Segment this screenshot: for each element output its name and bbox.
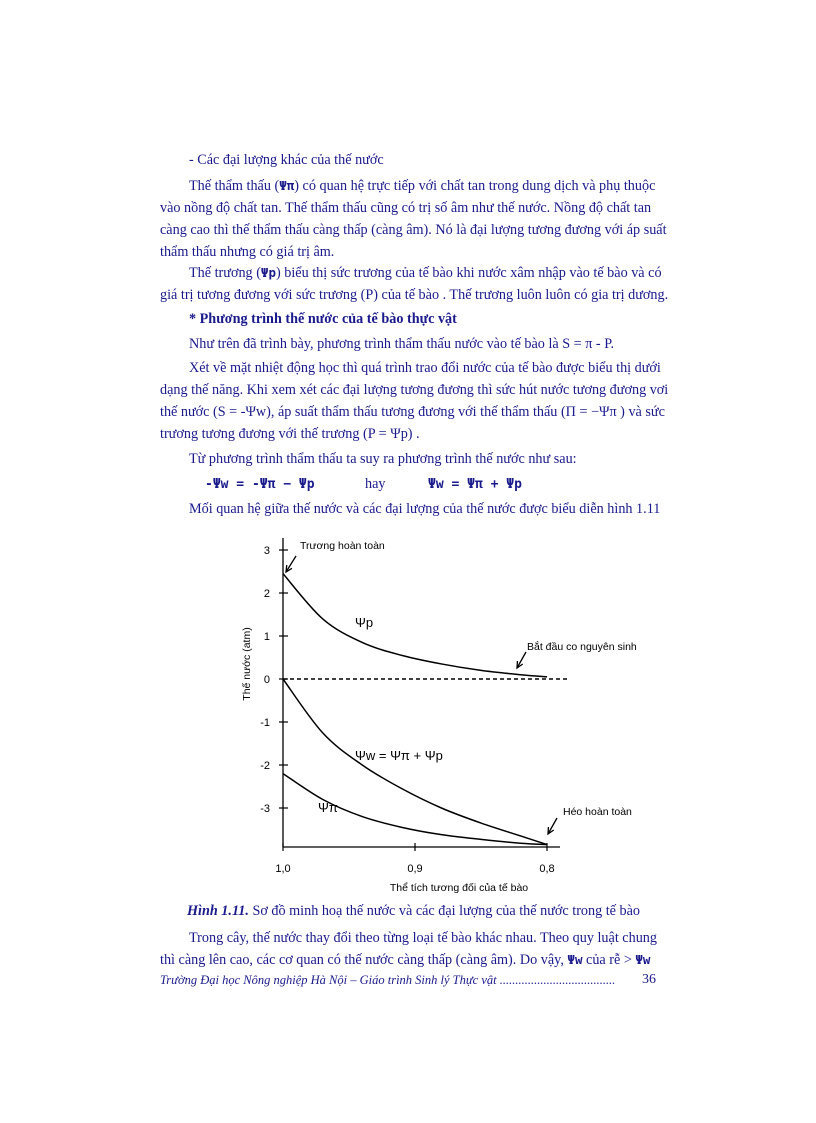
y-axis-label: Thế nước (atm) [241, 627, 253, 701]
y-tick-label: -2 [260, 760, 270, 772]
footer-text: Trường Đại học Nông nghiệp Hà Nội – Giáo trình Sinh lý Thực vật ..................................... [160, 973, 616, 987]
paragraph-line: càng cao thì thế thẩm thấu càng thấp (càng âm). Nó là đại lượng tương đương với áp suất [160, 222, 667, 238]
symbol: Ψp [260, 265, 276, 280]
curve-psi-p [283, 574, 547, 677]
paragraph-line: giá trị tương đương với sức trương (P) của tế bào . Thế trương luôn luôn có gia trị dương. [160, 287, 669, 303]
x-tick-label: 0,9 [407, 863, 423, 875]
paragraph-line: Xét về mặt nhiệt động học thì quá trình trao đổi nước của tế bào được biểu thị dưới [189, 360, 661, 376]
paragraph-line: Như trên đã trình bày, phương trình thẩm thấu nước vào tế bào là S = π - P. [189, 336, 615, 352]
annotation-turgid: Trương hoàn toàn [300, 540, 385, 552]
figure-label: Hình 1.11. [187, 903, 249, 919]
equation-left: -Ψw = -Ψπ − Ψp [205, 477, 315, 492]
page-number: 36 [642, 972, 656, 987]
y-tick-label: 3 [263, 545, 270, 557]
paragraph-line: - Các đại lượng khác của thế nước [189, 152, 384, 168]
text-fragment: ) biểu thị sức trương của tế bào khi nước xâm nhập vào tế bào và có [275, 265, 662, 281]
paragraph-line: vào nồng độ chất tan. Thế thẩm thấu cũng có trị số âm như thế nước. Nồng độ chất tan [160, 200, 652, 216]
y-tick-label: -3 [260, 803, 270, 815]
paragraph-line: thế nước (S = -Ψw), áp suất thẩm thấu tương đương với thế thẩm thấu (Π = −Ψπ ) và sức [160, 404, 665, 420]
figure-caption [187, 903, 640, 920]
text-fragment: ) có quan hệ trực tiếp với chất tan trong dung dịch và phụ thuộc [294, 178, 656, 194]
symbol: Ψw [567, 952, 583, 967]
text-fragment: Thế trương ( [189, 265, 261, 281]
equation-right: Ψw = Ψπ + Ψp [428, 477, 522, 492]
page-footer [160, 973, 656, 988]
symbol: Ψπ [279, 178, 295, 193]
y-tick-label: 1 [263, 631, 270, 643]
y-tick-label: 0 [263, 674, 270, 686]
figure-caption-text: Sơ đồ minh hoạ thế nước và các đại lượng của thế nước trong tế bào [248, 903, 641, 919]
text-fragment: của rễ > [582, 952, 636, 968]
annotation-wilted: Héo hoàn toàn [563, 806, 632, 818]
x-axis-label: Thể tích tương đối của tế bào [389, 882, 529, 894]
symbol: Ψw [635, 952, 651, 967]
annotation-plasmolysis: Bắt đầu co nguyên sinh [527, 641, 637, 653]
series-label-psi-p: Ψp [355, 615, 374, 630]
paragraph-line: dạng thế năng. Khi xem xét các đại lượng tương đương thì sức hút nước tương đương vơi [160, 382, 669, 398]
text-fragment: Thế thẩm thấu ( [189, 178, 280, 194]
paragraph-line: Trong cây, thế nước thay đổi theo từng loại tế bào khác nhau. Theo quy luật chung [189, 930, 657, 946]
paragraph-line: trương tương đương với thế trương (P = Ψp) . [160, 426, 420, 442]
series-label-psi-w: Ψw = Ψπ + Ψp [355, 748, 443, 763]
y-tick-label: -1 [260, 717, 270, 729]
equation-hay: hay [365, 476, 386, 492]
paragraph-line: thẩm thấu nhưng có giá trị âm. [160, 244, 335, 260]
paragraph-line: Mối quan hệ giữa thế nước và các đại lượng của thế nước được biểu diễn hình 1.11 [189, 501, 661, 517]
section-heading: * Phương trình thế nước của tế bào thực vật [189, 311, 457, 327]
x-tick-label: 1,0 [275, 863, 291, 875]
y-tick-label: 2 [263, 588, 270, 600]
x-tick-label: 0,8 [539, 863, 555, 875]
paragraph-line [160, 950, 650, 970]
paragraph-line: Từ phương trình thẩm thấu ta suy ra phương trình thế nước như sau: [189, 451, 577, 467]
series-label-psi-pi: Ψπ [318, 800, 338, 815]
text-fragment: thì càng lên cao, các cơ quan có thế nước càng thấp (càng âm). Do vậy, [160, 952, 568, 968]
